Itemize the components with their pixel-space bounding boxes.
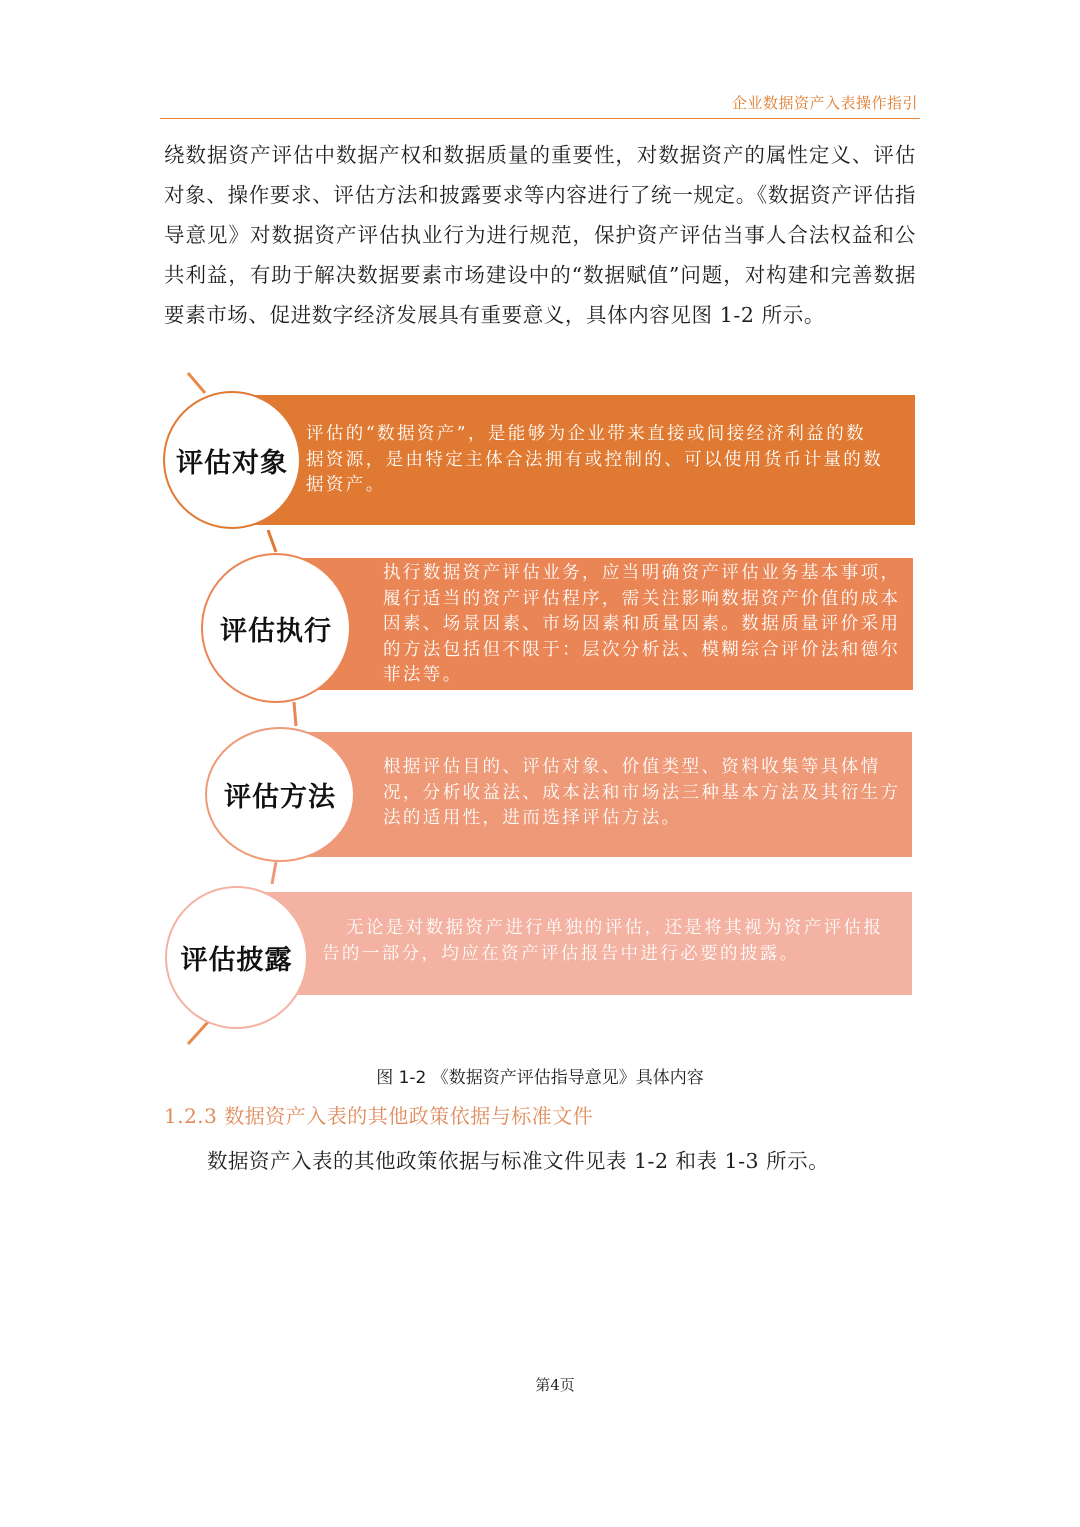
band-text-evaluation-method: 根据评估目的、评估对象、价值类型、资料收集等具体情况，分析收益法、成本法和市场法三种基本方法及其衍生方法的适用性，进而选择评估方法。 [383,757,901,828]
intro-paragraph: 绕数据资产评估中数据产权和数据质量的重要性，对数据资产的属性定义、评估对象、操作要求、评估方法和披露要求等内容进行了统一规定。《数据资产评估指导意见》对数据资产评估执业行为进行规范，保护资产评估当事人合法权益和公共利益，有助于解决数据要素市场建设中的“数据赋值”问题，对构建和完善数据要素市场、促进数字经济发展具有重要意义，具体内容见图 1-2 所示。 [164,143,916,327]
section-heading: 1.2.3 数据资产入表的其他政策依据与标准文件 [164,1104,594,1128]
circle-evaluation-execution: 评估执行 [201,553,351,703]
body-paragraph: 数据资产入表的其他政策依据与标准文件见表 1-2 和表 1-3 所示。 [207,1149,830,1173]
band-text-evaluation-execution: 执行数据资产评估业务，应当明确资产评估业务基本事项，履行适当的资产评估程序，需关注影响数据资产价值的成本因素、场景因素、市场因素和质量因素。数据质量评价采用的方法包括但不限于：层次分析法、模糊综合评价法和德尔菲法等。 [383,563,901,685]
circle-evaluation-disclosure: 评估披露 [165,886,308,1029]
page-number: 第4页 [535,1376,575,1394]
figure-caption: 图 1-2 《数据资产评估指导意见》具体内容 [376,1068,704,1088]
running-header-title: 企业数据资产入表操作指引 [731,94,918,112]
circle-evaluation-method: 评估方法 [205,727,355,862]
circle-evaluation-object: 评估对象 [163,391,301,529]
band-text-evaluation-disclosure: 无论是对数据资产进行单独的评估，还是将其视为资产评估报告的一部分，均应在资产评估报告中进行必要的披露。 [322,918,884,964]
band-text-evaluation-object: 评估的“数据资产”，是能够为企业带来直接或间接经济利益的数 据资源，是由特定主体合法拥有或控制的、可以使用货币计量的数据资产。 [306,424,886,495]
